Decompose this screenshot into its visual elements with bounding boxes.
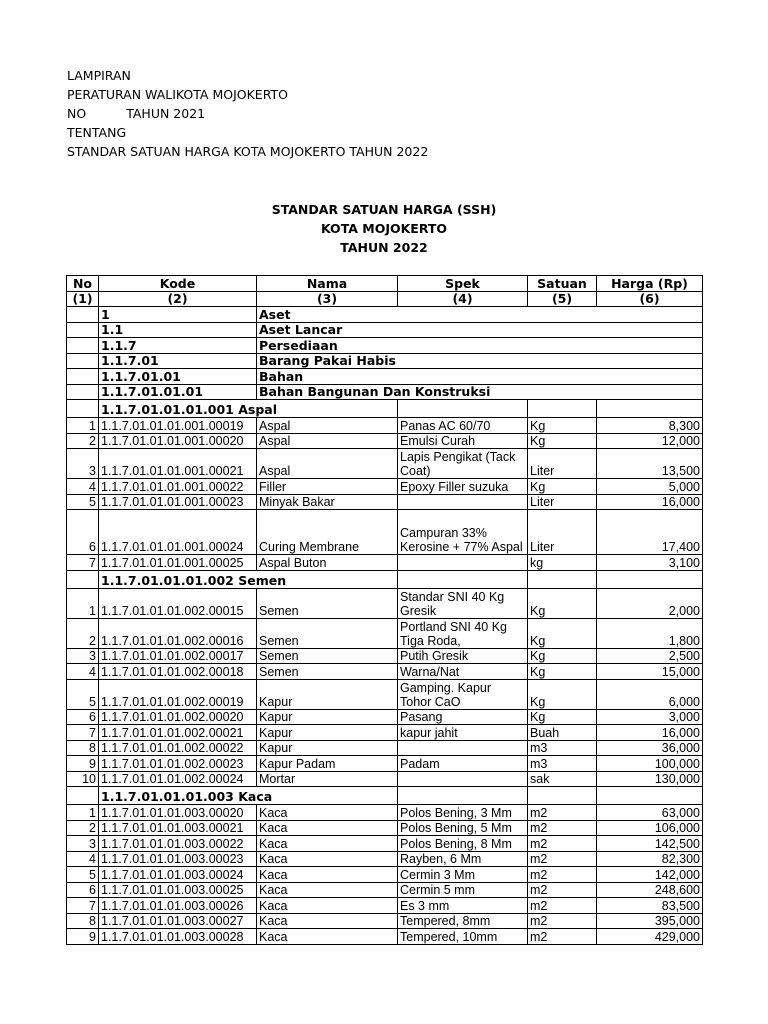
cell-satuan: Liter [528, 510, 597, 555]
cell-kode: 1.1.7.01.01.01.002.00021 [99, 725, 257, 741]
table-row [67, 709, 703, 725]
cell-kode: 1.1.7.01.01.01.003.00028 [99, 929, 257, 945]
document-header [67, 66, 428, 161]
cell-spek: Panas AC 60/70 [398, 418, 528, 434]
table-row [67, 618, 703, 648]
cell-harga: 142,000 [597, 867, 703, 883]
cell-satuan: m2 [528, 867, 597, 883]
header-no: NO [67, 106, 87, 121]
cell-harga: 1,800 [597, 618, 703, 648]
cell-nama: Kaca [257, 882, 398, 898]
cell-kode: 1 [99, 307, 257, 323]
cell-harga: 142,500 [597, 836, 703, 852]
cell-nama: Aset [257, 307, 703, 323]
cell-no: 2 [67, 433, 99, 449]
cell-nama: Kapur [257, 709, 398, 725]
cell-nama: Aspal [257, 418, 398, 434]
cell-harga: 395,000 [597, 913, 703, 929]
cell-kode: 1.1.7.01.01.01.002.00024 [99, 771, 257, 787]
cell-kode: 1.1.7.01.01.01.001.00025 [99, 555, 257, 571]
table-row [67, 851, 703, 867]
table-row [67, 740, 703, 756]
cell-no: 7 [67, 555, 99, 571]
cell-spek [398, 771, 528, 787]
ssh-table [66, 275, 703, 945]
cell-spek: Portland SNI 40 Kg Tiga Roda, [398, 618, 528, 648]
col-number-1: (1) [67, 291, 99, 307]
cell-kode: 1.1.7.01.01.01.002.00017 [99, 648, 257, 664]
cell-satuan: m2 [528, 851, 597, 867]
col-header-harga: Harga (Rp) [597, 276, 703, 292]
cell-spek [398, 740, 528, 756]
table-header-row [67, 276, 703, 292]
cell-spek: Warna/Nat [398, 664, 528, 680]
category-row [67, 384, 703, 400]
cell-harga: 16,000 [597, 494, 703, 510]
col-header-no: No [67, 276, 99, 292]
cell-harga: 17,400 [597, 510, 703, 555]
cell-satuan: Kg [528, 588, 597, 618]
cell-satuan: Kg [528, 664, 597, 680]
cell-no: 5 [67, 679, 99, 709]
cell-harga: 83,500 [597, 898, 703, 914]
title-ssh: STANDAR SATUAN HARGA (SSH) [271, 202, 497, 217]
cell-no: 3 [67, 449, 99, 479]
cell-satuan: m3 [528, 740, 597, 756]
cell-no [67, 322, 99, 338]
cell-spek: Tempered, 8mm [398, 913, 528, 929]
category-row [67, 307, 703, 323]
table-row [67, 679, 703, 709]
cell-kode: 1.1.7.01.01.01.001.00023 [99, 494, 257, 510]
cell-no [67, 787, 99, 805]
cell-satuan: Liter [528, 494, 597, 510]
cell-satuan: Kg [528, 433, 597, 449]
cell-spek: Standar SNI 40 Kg Gresik [398, 588, 528, 618]
cell-nama: Kaca [257, 913, 398, 929]
cell-nama: Kapur [257, 740, 398, 756]
cell-no: 2 [67, 618, 99, 648]
cell-nama: Barang Pakai Habis [257, 353, 703, 369]
cell-nama: Bahan Bangunan Dan Konstruksi [257, 384, 703, 400]
cell-harga: 2,500 [597, 648, 703, 664]
cell-harga: 6,000 [597, 679, 703, 709]
cell-nama: Semen [257, 648, 398, 664]
cell-no: 9 [67, 756, 99, 772]
table-row [67, 913, 703, 929]
cell-satuan: m2 [528, 836, 597, 852]
cell-no [67, 570, 99, 588]
cell-harga [597, 400, 703, 418]
cell-no [67, 384, 99, 400]
cell-nama: Aspal [257, 433, 398, 449]
table-row [67, 898, 703, 914]
cell-spek: Polos Bening, 8 Mm [398, 836, 528, 852]
table-row [67, 725, 703, 741]
cell-kode: 1.1.7.01.01.01.003.00027 [99, 913, 257, 929]
title-kota: KOTA MOJOKERTO [320, 221, 448, 236]
cell-no: 10 [67, 771, 99, 787]
cell-harga: 100,000 [597, 756, 703, 772]
table-column-number-row [67, 291, 703, 307]
cell-no [67, 353, 99, 369]
cell-harga: 15,000 [597, 664, 703, 680]
cell-nama: Kaca [257, 836, 398, 852]
cell-spek: Padam [398, 756, 528, 772]
cell-kode: 1.1.7.01.01.01.003.00025 [99, 882, 257, 898]
cell-kode: 1.1.7.01.01.01.003.00026 [99, 898, 257, 914]
cell-nama: Filler [257, 479, 398, 495]
table-row [67, 588, 703, 618]
cell-no: 6 [67, 709, 99, 725]
cell-kode: 1.1.7.01.01.01.002.00020 [99, 709, 257, 725]
cell-no: 8 [67, 913, 99, 929]
cell-nama: Kaca [257, 805, 398, 821]
cell-spek: Polos Bening, 3 Mm [398, 805, 528, 821]
cell-spek: Campuran 33% Kerosine + 77% Aspal [398, 510, 528, 555]
table-row [67, 756, 703, 772]
category-row [67, 353, 703, 369]
cell-kode: 1.1.7.01.01.01.003.00023 [99, 851, 257, 867]
col-header-kode: Kode [99, 276, 257, 292]
document-titles [67, 200, 701, 257]
cell-kode: 1.1.7.01.01.01.003.00020 [99, 805, 257, 821]
cell-spek: Gamping. Kapur Tohor CaO [398, 679, 528, 709]
cell-harga: 3,100 [597, 555, 703, 571]
col-number-2: (2) [99, 291, 257, 307]
cell-spek: Emulsi Curah [398, 433, 528, 449]
cell-spek: Cermin 5 mm [398, 882, 528, 898]
cell-kode: 1.1.7.01.01.01.001.00022 [99, 479, 257, 495]
cell-spek: Putih Gresik [398, 648, 528, 664]
cell-harga: 2,000 [597, 588, 703, 618]
cell-harga: 12,000 [597, 433, 703, 449]
cell-spek: Epoxy Filler suzuka [398, 479, 528, 495]
table-row [67, 494, 703, 510]
cell-spek [398, 787, 528, 805]
cell-satuan: Liter [528, 449, 597, 479]
col-number-5: (5) [528, 291, 597, 307]
cell-kode: 1.1.7.01.01.01.002.00018 [99, 664, 257, 680]
cell-nama: Minyak Bakar [257, 494, 398, 510]
cell-nama: Aspal Buton [257, 555, 398, 571]
cell-harga: 5,000 [597, 479, 703, 495]
title-tahun: TAHUN 2022 [340, 240, 428, 255]
col-number-4: (4) [398, 291, 528, 307]
header-no-tahun [67, 104, 428, 123]
cell-kode: 1.1.7.01.01.01 [99, 384, 257, 400]
cell-kode: 1.1.7.01.01.01.003.00024 [99, 867, 257, 883]
table-row [67, 449, 703, 479]
table-row [67, 479, 703, 495]
cell-no: 7 [67, 725, 99, 741]
cell-nama: Mortar [257, 771, 398, 787]
cell-satuan: Kg [528, 418, 597, 434]
cell-satuan: Kg [528, 679, 597, 709]
cell-no [67, 400, 99, 418]
table-row [67, 555, 703, 571]
cell-harga: 16,000 [597, 725, 703, 741]
col-number-3: (3) [257, 291, 398, 307]
cell-kode: 1.1.7.01.01.01.001.00019 [99, 418, 257, 434]
cell-harga: 248,600 [597, 882, 703, 898]
cell-satuan: m2 [528, 929, 597, 945]
cell-nama: Kapur [257, 725, 398, 741]
cell-no: 5 [67, 494, 99, 510]
cell-no: 4 [67, 664, 99, 680]
cell-satuan: m2 [528, 913, 597, 929]
cell-kode: 1.1.7.01.01.01.002.00019 [99, 679, 257, 709]
cell-kode: 1.1.7.01.01.01.001.00020 [99, 433, 257, 449]
category-row [67, 338, 703, 354]
table-row [67, 433, 703, 449]
table-row [67, 648, 703, 664]
col-header-satuan: Satuan [528, 276, 597, 292]
cell-satuan: Buah [528, 725, 597, 741]
cell-satuan: m2 [528, 820, 597, 836]
cell-nama: Semen [257, 588, 398, 618]
cell-kode: 1.1.7.01.01.01.003.00021 [99, 820, 257, 836]
cell-nama: Semen [257, 664, 398, 680]
cell-spek: Lapis Pengikat (Tack Coat) [398, 449, 528, 479]
cell-kode: 1.1.7.01.01.01.001.00021 [99, 449, 257, 479]
table-row [67, 418, 703, 434]
cell-no [67, 307, 99, 323]
cell-no: 8 [67, 740, 99, 756]
cell-spek: Es 3 mm [398, 898, 528, 914]
header-peraturan: PERATURAN WALIKOTA MOJOKERTO [67, 87, 288, 102]
cell-spek [398, 570, 528, 588]
cell-harga: 106,000 [597, 820, 703, 836]
category-row [67, 322, 703, 338]
cell-nama: Aspal [257, 449, 398, 479]
group-row [67, 787, 703, 805]
cell-kode: 1.1.7.01.01.01.002.00016 [99, 618, 257, 648]
cell-nama: Kaca [257, 851, 398, 867]
cell-spek: Rayben, 6 Mm [398, 851, 528, 867]
cell-nama: Persediaan [257, 338, 703, 354]
table-row [67, 882, 703, 898]
cell-satuan: m2 [528, 805, 597, 821]
cell-no: 3 [67, 836, 99, 852]
group-row [67, 570, 703, 588]
cell-satuan [528, 570, 597, 588]
cell-nama: Kaca [257, 867, 398, 883]
col-header-nama: Nama [257, 276, 398, 292]
cell-no: 1 [67, 418, 99, 434]
cell-nama: Bahan [257, 369, 703, 385]
category-row [67, 369, 703, 385]
cell-spek [398, 555, 528, 571]
cell-nama: Curing Membrane [257, 510, 398, 555]
header-tahun: TAHUN 2021 [126, 106, 206, 121]
cell-no: 1 [67, 588, 99, 618]
cell-nama: Kapur Padam [257, 756, 398, 772]
table-row [67, 510, 703, 555]
cell-harga: 13,500 [597, 449, 703, 479]
table-row [67, 929, 703, 945]
table-row [67, 664, 703, 680]
cell-harga: 429,000 [597, 929, 703, 945]
table-row [67, 867, 703, 883]
cell-satuan: m2 [528, 882, 597, 898]
cell-satuan: Kg [528, 648, 597, 664]
table-body [67, 307, 703, 945]
cell-satuan: m2 [528, 898, 597, 914]
cell-group-title: 1.1.7.01.01.01.003 Kaca [99, 787, 398, 805]
cell-nama: Kapur [257, 679, 398, 709]
cell-spek: Tempered, 10mm [398, 929, 528, 945]
cell-harga: 8,300 [597, 418, 703, 434]
cell-kode: 1.1 [99, 322, 257, 338]
group-row [67, 400, 703, 418]
cell-satuan: m3 [528, 756, 597, 772]
cell-no: 3 [67, 648, 99, 664]
header-lampiran: LAMPIRAN [67, 68, 131, 83]
cell-satuan: Kg [528, 479, 597, 495]
cell-nama: Kaca [257, 898, 398, 914]
cell-no: 4 [67, 851, 99, 867]
cell-no: 9 [67, 929, 99, 945]
cell-nama: Kaca [257, 820, 398, 836]
cell-kode: 1.1.7.01.01.01.002.00023 [99, 756, 257, 772]
cell-kode: 1.1.7.01.01.01.002.00022 [99, 740, 257, 756]
cell-no: 6 [67, 510, 99, 555]
table-row [67, 771, 703, 787]
cell-kode: 1.1.7.01.01 [99, 369, 257, 385]
table-row [67, 805, 703, 821]
table-row [67, 836, 703, 852]
cell-kode: 1.1.7.01.01.01.001.00024 [99, 510, 257, 555]
cell-no: 2 [67, 820, 99, 836]
header-tentang: TENTANG [67, 125, 127, 140]
cell-satuan: sak [528, 771, 597, 787]
cell-harga: 63,000 [597, 805, 703, 821]
cell-harga: 130,000 [597, 771, 703, 787]
header-subject: STANDAR SATUAN HARGA KOTA MOJOKERTO TAHUN 2022 [67, 144, 429, 159]
cell-no [67, 338, 99, 354]
cell-no: 4 [67, 479, 99, 495]
cell-kode: 1.1.7.01.01.01.002.00015 [99, 588, 257, 618]
cell-harga [597, 570, 703, 588]
cell-spek [398, 400, 528, 418]
cell-satuan [528, 400, 597, 418]
cell-kode: 1.1.7 [99, 338, 257, 354]
cell-kode: 1.1.7.01.01.01.003.00022 [99, 836, 257, 852]
cell-no: 5 [67, 867, 99, 883]
col-number-6: (6) [597, 291, 703, 307]
table-row [67, 820, 703, 836]
cell-kode: 1.1.7.01 [99, 353, 257, 369]
cell-no: 7 [67, 898, 99, 914]
col-header-spek: Spek [398, 276, 528, 292]
cell-nama: Semen [257, 618, 398, 648]
cell-no: 1 [67, 805, 99, 821]
cell-group-title: 1.1.7.01.01.01.001 Aspal [99, 400, 398, 418]
cell-spek [398, 494, 528, 510]
cell-no [67, 369, 99, 385]
cell-satuan: Kg [528, 618, 597, 648]
cell-spek: kapur jahit [398, 725, 528, 741]
cell-harga: 3,000 [597, 709, 703, 725]
cell-no: 6 [67, 882, 99, 898]
cell-harga: 36,000 [597, 740, 703, 756]
cell-spek: Pasang [398, 709, 528, 725]
cell-satuan: Kg [528, 709, 597, 725]
cell-group-title: 1.1.7.01.01.01.002 Semen [99, 570, 398, 588]
cell-spek: Polos Bening, 5 Mm [398, 820, 528, 836]
cell-nama: Aset Lancar [257, 322, 703, 338]
cell-nama: Kaca [257, 929, 398, 945]
cell-harga [597, 787, 703, 805]
cell-harga: 82,300 [597, 851, 703, 867]
cell-satuan: kg [528, 555, 597, 571]
cell-spek: Cermin 3 Mm [398, 867, 528, 883]
cell-satuan [528, 787, 597, 805]
